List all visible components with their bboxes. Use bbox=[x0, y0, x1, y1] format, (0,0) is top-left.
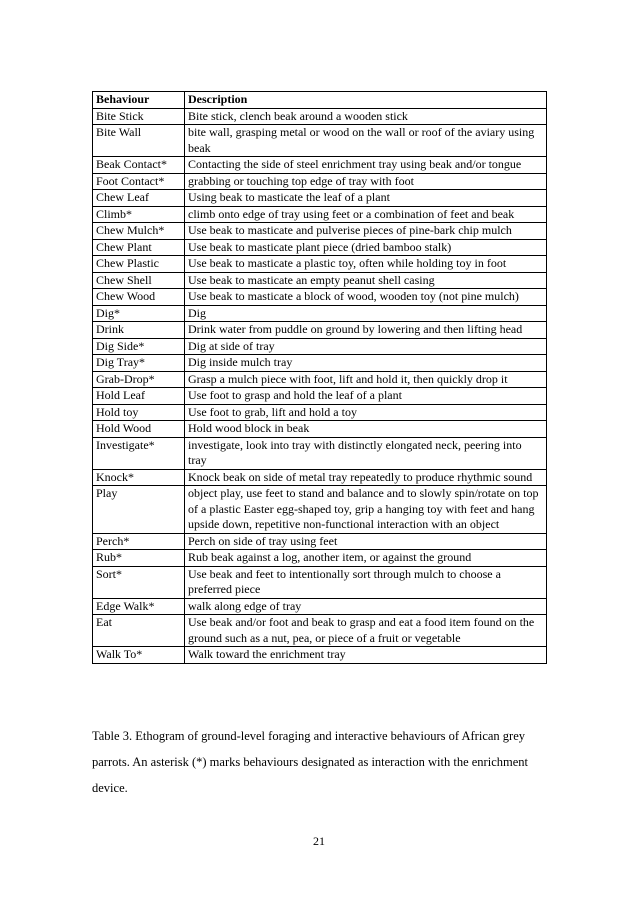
table-caption: Table 3. Ethogram of ground-level foraging and interactive behaviours of African grey parrots. An asterisk (*) marks behaviours designated as interaction with the enrichment device. bbox=[92, 729, 528, 795]
description-cell: grabbing or touching top edge of tray with foot bbox=[185, 173, 547, 190]
header-description: Description bbox=[185, 92, 547, 109]
description-cell: Drink water from puddle on ground by lowering and then lifting head bbox=[185, 322, 547, 339]
behaviour-cell: Beak Contact* bbox=[93, 157, 185, 174]
description-cell: Hold wood block in beak bbox=[185, 421, 547, 438]
description-cell: Use beak to masticate an empty peanut shell casing bbox=[185, 272, 547, 289]
table-row bbox=[93, 338, 547, 355]
table-row bbox=[93, 289, 547, 306]
table-row bbox=[93, 437, 547, 469]
behaviour-cell: Walk To* bbox=[93, 647, 185, 664]
table-row bbox=[93, 322, 547, 339]
description-cell: Dig at side of tray bbox=[185, 338, 547, 355]
table-row bbox=[93, 355, 547, 372]
behaviour-cell: Hold toy bbox=[93, 404, 185, 421]
description-cell: Grasp a mulch piece with foot, lift and hold it, then quickly drop it bbox=[185, 371, 547, 388]
table-row bbox=[93, 469, 547, 486]
table-row bbox=[93, 239, 547, 256]
table-header-row bbox=[93, 92, 547, 109]
description-cell: Perch on side of tray using feet bbox=[185, 533, 547, 550]
table-row bbox=[93, 404, 547, 421]
behaviour-cell: Chew Plastic bbox=[93, 256, 185, 273]
table-row bbox=[93, 566, 547, 598]
behaviour-cell: Chew Leaf bbox=[93, 190, 185, 207]
behaviour-cell: Foot Contact* bbox=[93, 173, 185, 190]
table-row bbox=[93, 223, 547, 240]
description-cell: climb onto edge of tray using feet or a combination of feet and beak bbox=[185, 206, 547, 223]
table-row bbox=[93, 305, 547, 322]
description-cell: Use beak to masticate and pulverise pieces of pine-bark chip mulch bbox=[185, 223, 547, 240]
header-behaviour: Behaviour bbox=[93, 92, 185, 109]
description-cell: Rub beak against a log, another item, or against the ground bbox=[185, 550, 547, 567]
description-cell: object play, use feet to stand and balance and to slowly spin/rotate on top of a plastic Easter egg-shaped toy, grip a hanging toy with feet and hang upside down, repetitive non-functional interaction with an object bbox=[185, 486, 547, 534]
behaviour-cell: Knock* bbox=[93, 469, 185, 486]
table-row bbox=[93, 256, 547, 273]
behaviour-cell: Dig* bbox=[93, 305, 185, 322]
table-row bbox=[93, 157, 547, 174]
description-cell: Using beak to masticate the leaf of a plant bbox=[185, 190, 547, 207]
description-cell: Bite stick, clench beak around a wooden stick bbox=[185, 108, 547, 125]
description-cell: walk along edge of tray bbox=[185, 598, 547, 615]
table-row bbox=[93, 190, 547, 207]
behaviour-cell: Dig Tray* bbox=[93, 355, 185, 372]
behaviour-cell: Bite Wall bbox=[93, 125, 185, 157]
description-cell: Use beak to masticate a block of wood, wooden toy (not pine mulch) bbox=[185, 289, 547, 306]
behaviour-cell: Grab-Drop* bbox=[93, 371, 185, 388]
table-row bbox=[93, 486, 547, 534]
table-row bbox=[93, 647, 547, 664]
behaviour-cell: Bite Stick bbox=[93, 108, 185, 125]
description-cell: Use beak and feet to intentionally sort through mulch to choose a preferred piece bbox=[185, 566, 547, 598]
behaviour-cell: Drink bbox=[93, 322, 185, 339]
table-row bbox=[93, 533, 547, 550]
description-cell: bite wall, grasping metal or wood on the wall or roof of the aviary using beak bbox=[185, 125, 547, 157]
description-cell: Contacting the side of steel enrichment tray using beak and/or tongue bbox=[185, 157, 547, 174]
behaviour-cell: Climb* bbox=[93, 206, 185, 223]
table-row bbox=[93, 272, 547, 289]
description-cell: Use beak to masticate plant piece (dried bamboo stalk) bbox=[185, 239, 547, 256]
behaviour-cell: Play bbox=[93, 486, 185, 534]
table-row bbox=[93, 388, 547, 405]
table-row bbox=[93, 550, 547, 567]
table-row bbox=[93, 173, 547, 190]
table-row bbox=[93, 108, 547, 125]
description-cell: investigate, look into tray with distinctly elongated neck, peering into tray bbox=[185, 437, 547, 469]
behaviour-cell: Investigate* bbox=[93, 437, 185, 469]
table-body bbox=[93, 108, 547, 663]
table-row bbox=[93, 421, 547, 438]
behaviour-cell: Chew Mulch* bbox=[93, 223, 185, 240]
page-number: 21 bbox=[313, 834, 325, 848]
description-cell: Dig bbox=[185, 305, 547, 322]
table-row bbox=[93, 598, 547, 615]
behaviour-cell: Chew Plant bbox=[93, 239, 185, 256]
behaviour-cell: Sort* bbox=[93, 566, 185, 598]
table-row bbox=[93, 125, 547, 157]
behaviour-cell: Chew Wood bbox=[93, 289, 185, 306]
behaviour-cell: Dig Side* bbox=[93, 338, 185, 355]
description-cell: Use foot to grab, lift and hold a toy bbox=[185, 404, 547, 421]
table-row bbox=[93, 615, 547, 647]
behaviour-cell: Perch* bbox=[93, 533, 185, 550]
description-cell: Use beak and/or foot and beak to grasp and eat a food item found on the ground such as a nut, pea, or piece of a fruit or vegetable bbox=[185, 615, 547, 647]
table-row bbox=[93, 206, 547, 223]
table-row bbox=[93, 371, 547, 388]
behaviour-cell: Hold Leaf bbox=[93, 388, 185, 405]
behaviour-cell: Edge Walk* bbox=[93, 598, 185, 615]
ethogram-table bbox=[92, 91, 547, 664]
description-cell: Dig inside mulch tray bbox=[185, 355, 547, 372]
description-cell: Use foot to grasp and hold the leaf of a plant bbox=[185, 388, 547, 405]
behaviour-cell: Hold Wood bbox=[93, 421, 185, 438]
description-cell: Knock beak on side of metal tray repeatedly to produce rhythmic sound bbox=[185, 469, 547, 486]
description-cell: Use beak to masticate a plastic toy, often while holding toy in foot bbox=[185, 256, 547, 273]
behaviour-cell: Chew Shell bbox=[93, 272, 185, 289]
behaviour-cell: Eat bbox=[93, 615, 185, 647]
description-cell: Walk toward the enrichment tray bbox=[185, 647, 547, 664]
behaviour-cell: Rub* bbox=[93, 550, 185, 567]
